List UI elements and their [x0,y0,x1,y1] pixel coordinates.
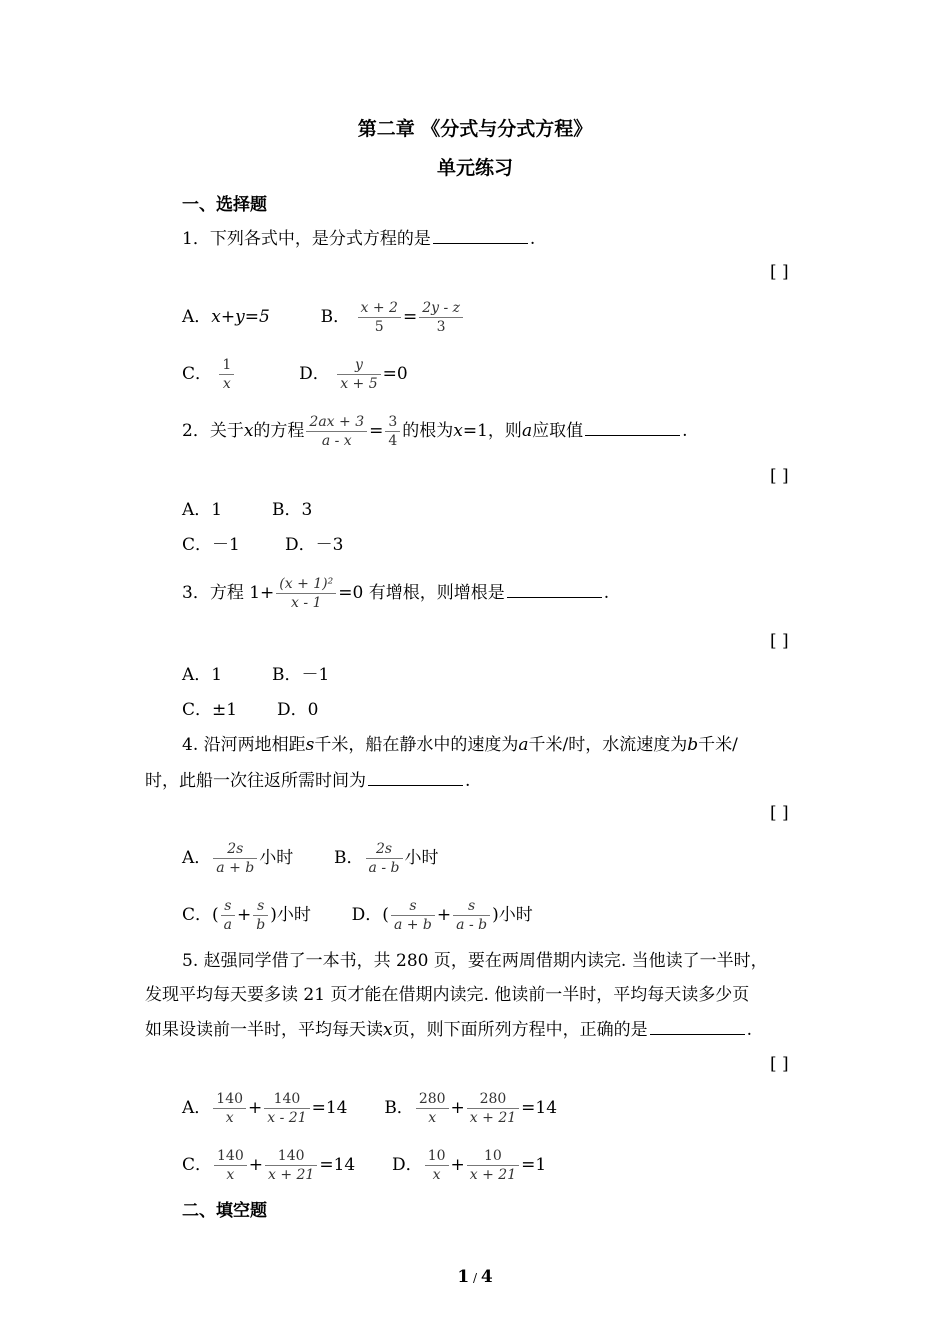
fraction: $\frac{2ax + 3}{a - x}$ [306,413,367,450]
fraction: $\frac{140}{x - 21}$ [264,1090,309,1127]
question-2-option-c: C．－1 [182,535,240,555]
fraction: $\frac{s}{a}$ [221,897,235,934]
answer-bracket: [ ] [770,631,789,651]
answer-bracket: [ ] [770,466,789,486]
fraction: $\frac{2y - z}{3}$ [419,299,463,336]
fraction: $\frac{s}{b}$ [253,897,268,934]
question-2-option-b: B．3 [272,500,313,520]
fraction: $\frac{280}{x}$ [416,1090,449,1127]
answer-blank [368,769,463,786]
fraction: $\frac{140}{x + 21}$ [265,1147,317,1184]
fraction: $\frac{2s}{a - b}$ [366,840,403,877]
section-heading-choice: 一、选择题 [182,195,267,215]
question-4-stem-line2: 时，此船一次往返所需时间为 . [145,771,471,791]
question-5-options-ab: A． $\frac{140}{x}$ + $\frac{140}{x - 21}$ =14 B． $\frac{280}{x}$ + $\frac{280}{x + 21}$ =14 [182,1091,558,1126]
fraction: $\frac{3}{4}$ [385,413,400,450]
question-3-option-c: C．±1 [182,700,238,720]
question-4-options-ab: A． $\frac{2s}{a + b}$ 小时 B． $\frac{2s}{a - b}$ 小时 [182,841,439,876]
question-2-stem: 2．关于x的方程 $\frac{2ax + 3}{a - x}$ = $\frac{3}{4}$ 的根为x=1，则a应取值 . [182,414,688,449]
question-5-stem-line1: 5. 赵强同学借了一本书，共 280 页，要在两周借期内读完. 当他读了一半时， [182,951,768,971]
question-4-options-cd: C．( $\frac{s}{a}$ + $\frac{s}{b}$ )小时 D．( $\frac{s}{a + b}$ + $\frac{s}{a - b}$ )小时 [182,898,533,933]
answer-bracket: [ ] [770,1054,789,1074]
fraction: $\frac{1}{x}$ [219,356,234,393]
answer-blank [507,581,602,598]
question-1-options-ab: A．x+y=5 B． $\frac{x + 2}{5}$ = $\frac{2y - z}{3}$ [182,295,465,339]
question-3-option-d: D．0 [277,700,319,720]
fraction: $\frac{140}{x}$ [213,1090,246,1127]
page-subtitle: 单元练习 [436,157,513,179]
answer-bracket: [ ] [770,803,789,823]
fraction: $\frac{10}{x}$ [425,1147,449,1184]
fraction: $\frac{s}{a - b}$ [453,897,490,934]
answer-blank [585,419,680,436]
question-4-stem-line1: 4. 沿河两地相距s千米，船在静水中的速度为a千米/时，水流速度为b千米/ [182,735,738,755]
fraction: $\frac{x + 2}{5}$ [358,299,401,336]
answer-bracket: [ ] [770,262,789,282]
fraction: $\frac{y}{x + 5}$ [337,356,380,393]
question-3-option-a: A．1 [182,665,223,685]
question-5-stem-line2: 发现平均每天要多读 21 页才能在借期内读完. 他读前一半时，平均每天读多少页 [145,985,750,1005]
fraction: $\frac{\text{(x + 1)²}}{x - 1}$ [276,575,336,612]
page-title: 第二章 《分式与分式方程》 [357,118,593,140]
fraction: $\frac{280}{x + 21}$ [467,1090,519,1127]
question-1-stem: 1．下列各式中，是分式方程的是 . [182,229,536,249]
fraction: $\frac{10}{x + 21}$ [467,1147,519,1184]
answer-blank [433,227,528,244]
page-number: 1 / 4 [457,1267,493,1287]
question-2-option-a: A．1 [182,500,223,520]
question-5-options-cd: C． $\frac{140}{x}$ + $\frac{140}{x + 21}$ =14 D． $\frac{10}{x}$ + $\frac{10}{x + 21}$ =1 [182,1148,547,1183]
fraction: $\frac{2s}{a + b}$ [213,840,257,877]
question-3-option-b: B．－1 [272,665,330,685]
section-heading-fill: 二、填空题 [182,1201,267,1221]
question-5-stem-line3: 如果设读前一半时，平均每天读x页，则下面所列方程中，正确的是 . [145,1020,752,1040]
fraction: $\frac{s}{a + b}$ [391,897,435,934]
question-1-options-cd: C． $\frac{1}{x}$ D． $\frac{y}{x + 5}$ =0 [182,357,408,392]
question-2-option-d: D．－3 [285,535,344,555]
fraction: $\frac{140}{x}$ [214,1147,247,1184]
answer-blank [650,1018,745,1035]
question-3-stem: 3．方程 1+ $\frac{\text{(x + 1)²}}{x - 1}$ =0 有增根，则增根是 . [182,576,610,611]
